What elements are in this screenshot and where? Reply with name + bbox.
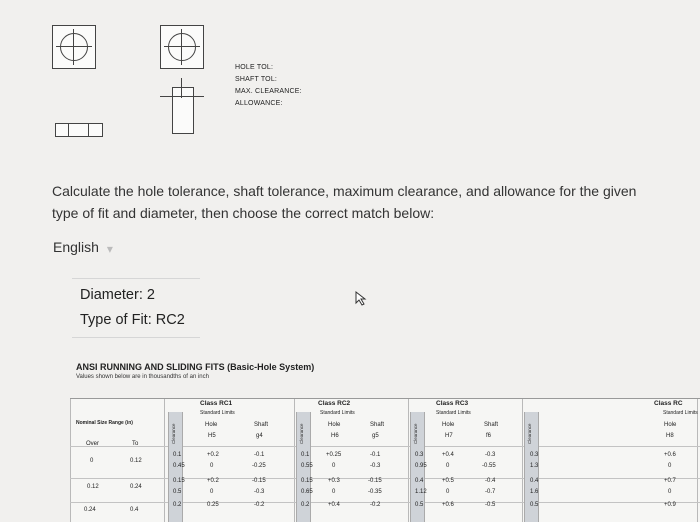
rc2-shaft-upper: -0.15: [368, 478, 382, 484]
standard-limits-header: Standard Limits: [320, 410, 355, 416]
rc1-shaft-upper: -0.15: [252, 478, 266, 484]
rc3-clearance-min: 0.3: [415, 452, 424, 458]
question-text: Calculate the hole tolerance, shaft tolerance, maximum clearance, and allowance for the given type of fit and diameter, then choose the correct match below:: [52, 183, 637, 221]
centerline-v: [181, 29, 182, 65]
standard-limits-header: Standard Limits: [663, 410, 698, 416]
table-subtitle: Values shown below are in thousandths of an inch: [76, 374, 209, 380]
rc3-hole-lower: 0: [446, 463, 450, 469]
rc4-clearance-max: 1.3: [530, 463, 539, 469]
rc2-shaft-lower: -0.35: [368, 489, 382, 495]
hole-side-view: [55, 123, 103, 137]
rc4-clearance-min: 0.4: [530, 478, 539, 484]
rc1-hole-lower: 0: [210, 463, 214, 469]
rc2-hole-lower: 0: [332, 463, 336, 469]
clearance-header: Clearance: [527, 423, 532, 444]
rc1-clearance-min: 0.1: [173, 452, 182, 458]
rc1-clearance-min: 0.15: [173, 478, 185, 484]
rc3-clearance-max: 1.12: [415, 489, 427, 495]
hidden-line: [68, 124, 69, 136]
rc4-clearance-min: 0.5: [530, 502, 539, 508]
rc3-clearance-max: 0.95: [415, 463, 427, 469]
class-header: Class RC1: [200, 400, 233, 407]
rc4-hole-lower: 0: [668, 489, 672, 495]
rc2-hole-upper: +0.4: [328, 502, 340, 508]
nominal-size-header: Nominal Size Range (in): [76, 420, 133, 426]
hole-header: Hole: [442, 422, 455, 428]
fit-type-text: Type of Fit: RC2: [80, 312, 185, 328]
hole-circle: [60, 33, 88, 61]
rc1-shaft-lower: -0.25: [252, 463, 266, 469]
rc4-clearance-max: 1.6: [530, 489, 539, 495]
rc3-clearance-min: 0.5: [415, 502, 424, 508]
rc4-hole-upper: +0.7: [664, 478, 676, 484]
language-selector[interactable]: [53, 239, 119, 255]
rc2-shaft-upper: -0.2: [370, 502, 381, 508]
rc1-hole-upper: +0.2: [207, 478, 219, 484]
dropdown-chevron-icon[interactable]: ▾: [106, 242, 113, 257]
shaft-circle: [168, 33, 196, 61]
row-to: 0.24: [130, 484, 142, 490]
shaft-side-view: [172, 87, 194, 134]
rc3-clearance-min: 0.4: [415, 478, 424, 484]
rc2-clearance-min: 0.2: [301, 502, 310, 508]
rc1-hole-upper: 0.25: [207, 502, 219, 508]
fits-table: [70, 398, 700, 522]
rc1-shaft-upper: -0.1: [254, 452, 265, 458]
row-over: 0: [90, 458, 94, 464]
class-header: Class RC: [654, 400, 683, 407]
rc2-clearance-min: 0.15: [301, 478, 313, 484]
class-header: Class RC2: [318, 400, 351, 407]
rc4-hole-upper: +0.9: [664, 502, 676, 508]
class-header: Class RC3: [436, 400, 469, 407]
row-to: 0.4: [130, 507, 139, 513]
rc3-hole-upper: +0.6: [442, 502, 454, 508]
dimension-line: [160, 96, 204, 97]
shaft-header: Shaft: [254, 422, 269, 428]
rc2-clearance-min: 0.1: [301, 452, 310, 458]
to-header: To: [132, 441, 139, 447]
rc3-shaft-lower: -0.55: [482, 463, 496, 469]
clearance-header: Clearance: [299, 423, 304, 444]
diameter-text: Diameter: 2: [80, 287, 155, 303]
clearance-header: Clearance: [171, 423, 176, 444]
rc2-clearance-max: 0.65: [301, 489, 313, 495]
table-title: ANSI RUNNING AND SLIDING FITS (Basic-Hole System): [76, 362, 315, 372]
mouse-cursor-icon: [354, 290, 368, 306]
standard-limits-header: Standard Limits: [200, 410, 235, 416]
shaft-view-box: [160, 25, 204, 69]
rc1-shaft-lower: -0.3: [254, 489, 265, 495]
rc1-clearance-min: 0.2: [173, 502, 182, 508]
rc1-clearance-max: 0.5: [173, 489, 182, 495]
centerline-v: [73, 29, 74, 65]
clearance-header: Clearance: [413, 423, 418, 444]
over-header: Over: [86, 441, 100, 447]
standard-limits-header: Standard Limits: [436, 410, 471, 416]
centerline-h: [164, 46, 200, 47]
rc2-shaft-upper: -0.1: [370, 452, 381, 458]
rc3-hole-lower: 0: [446, 489, 450, 495]
rc2-hole-upper: +0.25: [326, 452, 342, 458]
allowance-label: ALLOWANCE:: [235, 100, 283, 107]
rc1-hole-lower: 0: [210, 489, 214, 495]
rc3-shaft-lower: -0.7: [485, 489, 496, 495]
rc1-hole-upper: +0.2: [207, 452, 219, 458]
row-to: 0.12: [130, 458, 142, 464]
rc4-hole-upper: +0.6: [664, 452, 676, 458]
rc3-hole-upper: +0.4: [442, 452, 454, 458]
rc3-hole-upper: +0.5: [442, 478, 454, 484]
rc1-clearance-max: 0.45: [173, 463, 185, 469]
hidden-line: [88, 124, 89, 136]
rc2-hole-upper: +0.3: [328, 478, 340, 484]
hole-grade: H7: [445, 433, 453, 439]
rc2-clearance-max: 0.55: [301, 463, 313, 469]
row-over: 0.12: [87, 484, 99, 490]
hole-header: Hole: [328, 422, 341, 428]
hole-header: Hole: [664, 422, 677, 428]
hole-view-box: [52, 25, 96, 69]
shaft-tol-label: SHAFT TOL:: [235, 76, 278, 83]
centerline-h: [56, 46, 92, 47]
rc3-shaft-upper: -0.3: [485, 452, 496, 458]
center-mark: [181, 78, 182, 98]
rc1-shaft-upper: -0.2: [254, 502, 265, 508]
hole-grade: H8: [666, 433, 674, 439]
shaft-grade: g4: [256, 433, 263, 439]
shaft-header: Shaft: [484, 422, 499, 428]
shaft-header: Shaft: [370, 422, 385, 428]
fit-info-box: [72, 278, 200, 338]
shaft-grade: g5: [372, 433, 379, 439]
rc4-hole-lower: 0: [668, 463, 672, 469]
row-over: 0.24: [84, 507, 96, 513]
hole-grade: H5: [208, 433, 216, 439]
hole-grade: H6: [331, 433, 339, 439]
language-label: English: [53, 239, 99, 255]
rc3-shaft-upper: -0.4: [485, 478, 496, 484]
hole-tol-label: HOLE TOL:: [235, 64, 274, 71]
rc2-hole-lower: 0: [332, 489, 336, 495]
shaft-grade: f6: [486, 433, 492, 439]
max-clearance-label: MAX. CLEARANCE:: [235, 88, 302, 95]
rc3-shaft-upper: -0.5: [485, 502, 496, 508]
hole-header: Hole: [205, 422, 218, 428]
rc4-clearance-min: 0.3: [530, 452, 539, 458]
rc2-shaft-lower: -0.3: [370, 463, 381, 469]
